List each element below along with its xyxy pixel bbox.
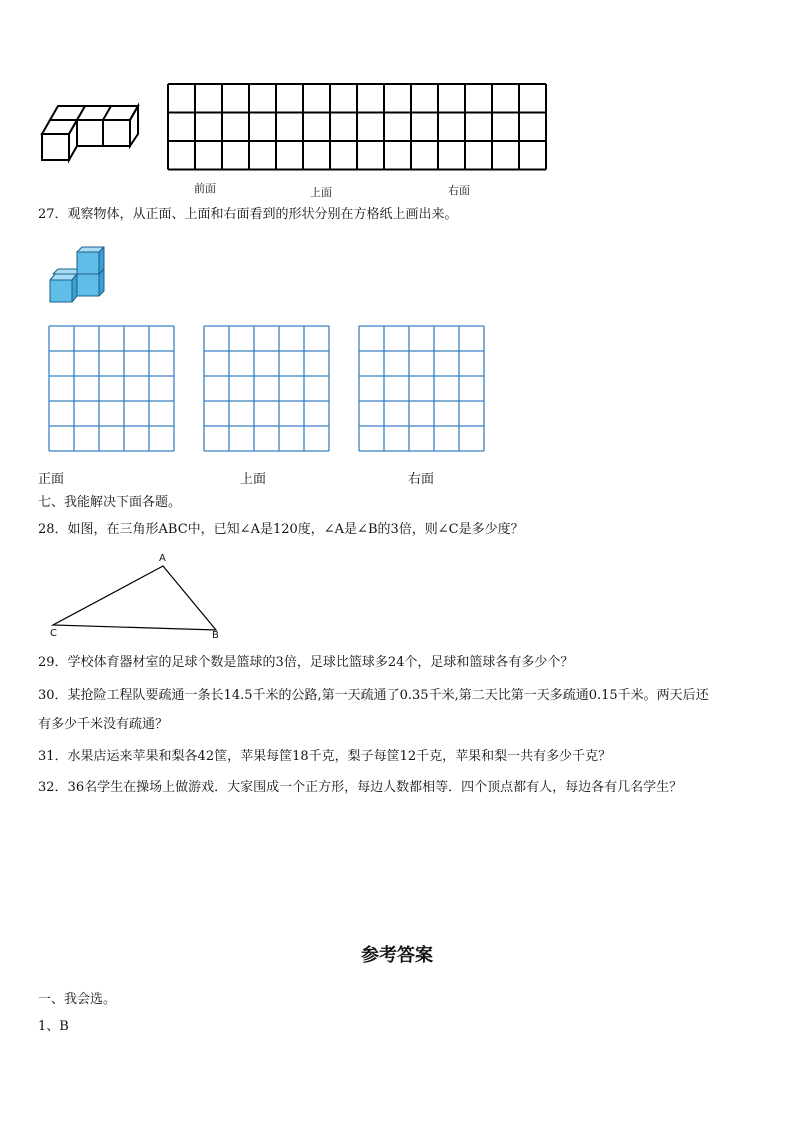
answer-1: 1、B (38, 1019, 69, 1034)
grid-front (48, 325, 176, 453)
label-front: 正面 (38, 472, 65, 487)
vertex-label-b: B (212, 630, 219, 641)
label-right-top: 右面 (448, 184, 470, 197)
question-29: 29．学校体育器材室的足球个数是篮球的3倍，足球比篮球多24个，足球和篮球各有多少个？ (38, 655, 574, 670)
triangle-abc (44, 553, 234, 643)
question-30-line-2: 有多少千米没有疏通？ (38, 717, 169, 732)
label-right: 右面 (408, 472, 435, 487)
grid-top (203, 325, 331, 453)
question-28: 28．如图，在三角形ABC中，已知∠A是120度，∠A是∠B的3倍，则∠C是多少度？ (38, 522, 524, 537)
vertex-label-a: A (159, 553, 166, 564)
label-front-top: 前面 (194, 182, 216, 195)
question-31: 31．水果店运来苹果和梨各42筐，苹果每筐18千克，梨子每筐12千克，苹果和梨一共有多少千克？ (38, 749, 612, 764)
question-30-line-1: 30．某抢险工程队要疏通一条长14.5千米的公路,第一天疏通了0.35千米,第二天比第一天多疏通0.15千米。两天后还 (38, 688, 709, 703)
section-7-heading: 七、我能解决下面各题。 (38, 495, 182, 510)
cube-figure-outline (38, 100, 148, 165)
answer-section-1: 一、我会选。 (38, 992, 117, 1007)
question-32: 32．36名学生在操场上做游戏．大家围成一个正方形，每边人数都相等．四个顶点都有人，每边各有几名学生？ (38, 780, 683, 795)
answer-title: 参考答案 (361, 945, 433, 966)
label-top: 上面 (240, 472, 267, 487)
vertex-label-c: C (50, 628, 57, 639)
question-27: 27．观察物体，从正面、上面和右面看到的形状分别在方格纸上画出来。 (38, 207, 458, 222)
label-top-top: 上面 (310, 186, 332, 199)
grid-right (358, 325, 486, 453)
drawing-grid-top (166, 82, 550, 172)
cube-figure-blue (44, 246, 108, 308)
